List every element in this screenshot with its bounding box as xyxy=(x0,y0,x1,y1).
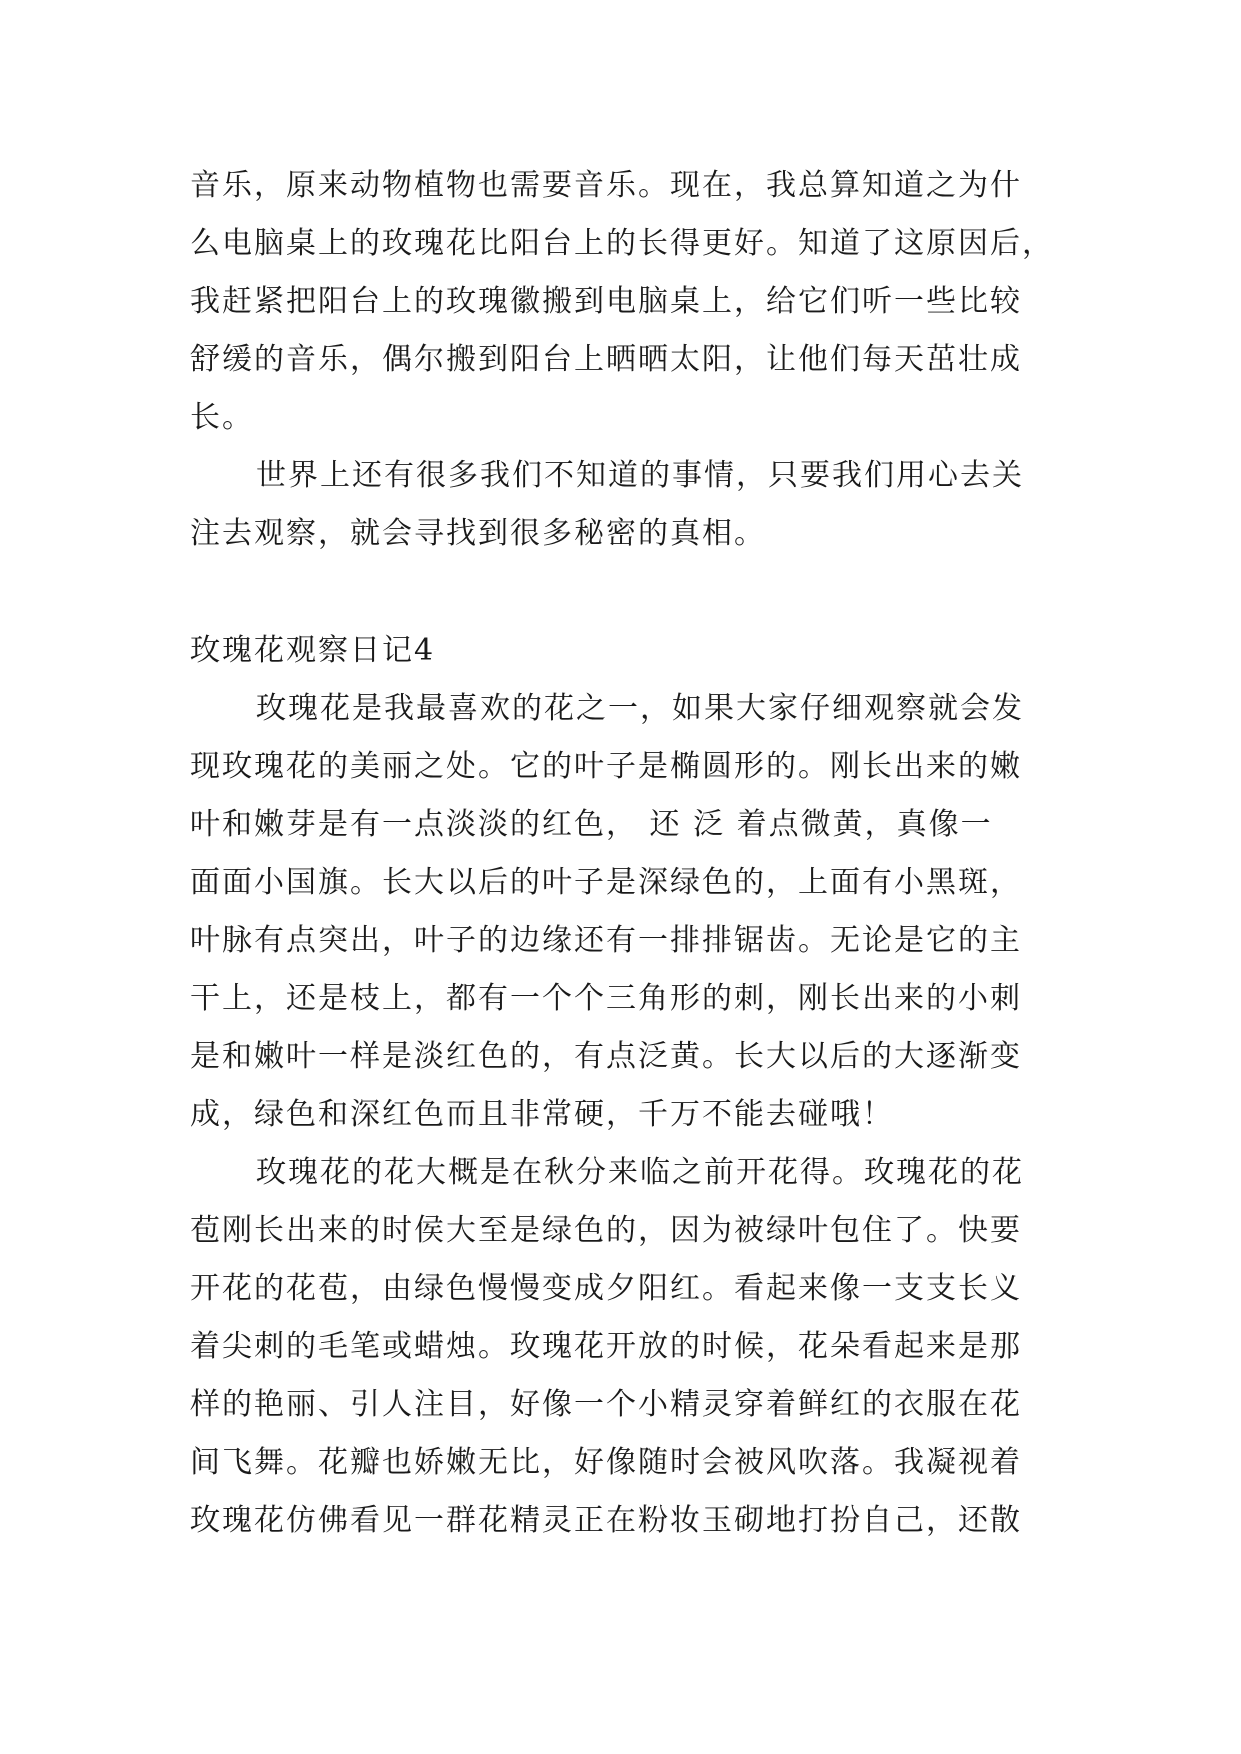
paragraph-3 xyxy=(190,680,1090,1144)
text-line: 开花的花苞，由绿色慢慢变成夕阳红。看起来像一支支长义 xyxy=(190,1271,1022,1306)
text-line: 玫瑰花是我最喜欢的花之一，如果大家仔细观察就会发 xyxy=(256,691,1024,726)
text-line: 间飞舞。花瓣也娇嫩无比，好像随时会被风吹落。我凝视着 xyxy=(190,1445,1022,1480)
text-line: 苞刚长出来的时侯大至是绿色的，因为被绿叶包住了。快要 xyxy=(190,1213,1022,1248)
text-line: 成，绿色和深红色而且非常硬，千万不能去碰哦！ xyxy=(190,1097,894,1132)
text-line: 我赶紧把阳台上的玫瑰徽搬到电脑桌上，给它们听一些比较 xyxy=(190,284,1022,319)
text-line: 是和嫩叶一样是淡红色的，有点泛黄。长大以后的大逐渐变 xyxy=(190,1039,1022,1074)
text-line: 注去观察，就会寻找到很多秘密的真相。 xyxy=(190,516,766,551)
text-line: 世界上还有很多我们不知道的事情，只要我们用心去关 xyxy=(256,458,1024,493)
text-line: 玫瑰花的花大概是在秋分来临之前开花得。玫瑰花的花 xyxy=(256,1155,1024,1190)
text-line: 么电脑桌上的玫瑰花比阳台上的长得更好。知道了这原因后， xyxy=(190,226,1054,261)
text-line: 着尖刺的毛笔或蜡烛。玫瑰花开放的时候，花朵看起来是那 xyxy=(190,1329,1022,1364)
text-line: 干上，还是枝上，都有一个个三角形的刺，刚长出来的小刺 xyxy=(190,981,1022,1016)
text-line: 长。 xyxy=(190,400,254,435)
text-line: 舒缓的音乐，偶尔搬到阳台上晒晒太阳，让他们每天茁壮成 xyxy=(190,342,1022,377)
text-line: 现玫瑰花的美丽之处。它的叶子是椭圆形的。刚长出来的嫩 xyxy=(190,749,1022,784)
text-line: 样的艳丽、引人注目，好像一个小精灵穿着鲜红的衣服在花 xyxy=(190,1387,1022,1422)
paragraph-1 xyxy=(190,157,1090,447)
text-line: 叶脉有点突出，叶子的边缘还有一排排锯齿。无论是它的主 xyxy=(190,923,1022,958)
paragraph-2 xyxy=(190,447,1090,563)
paragraph-4 xyxy=(190,1144,1090,1550)
section-title xyxy=(190,622,1090,680)
text-line: 面面小国旗。长大以后的叶子是深绿色的，上面有小黑斑， xyxy=(190,865,1022,900)
text-line: 音乐，原来动物植物也需要音乐。现在，我总算知道之为什 xyxy=(190,168,1022,203)
text-line: 叶和嫩芽是有一点淡淡的红色， 还 泛 着点微黄，真像一 xyxy=(190,807,993,842)
section-title-text: 玫瑰花观察日记4 xyxy=(190,633,436,668)
text-line: 玫瑰花仿佛看见一群花精灵正在粉妆玉砌地打扮自己，还散 xyxy=(190,1503,1022,1538)
